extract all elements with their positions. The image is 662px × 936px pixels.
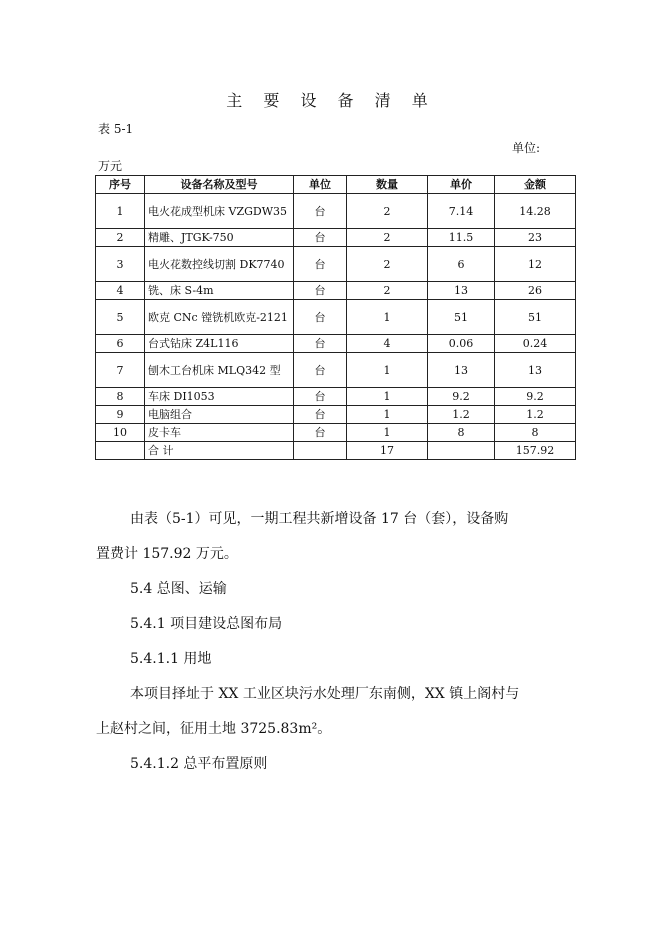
page-title: 主 要 设 备 清 单 [226, 91, 436, 110]
cell-unit: 台 [294, 335, 347, 353]
cell-price: 6 [428, 247, 495, 282]
cell-unit: 台 [294, 194, 347, 229]
cell-no: 4 [96, 282, 145, 300]
unit-value: 万元 [98, 159, 123, 173]
cell-no: 1 [96, 194, 145, 229]
header-no: 序号 [96, 176, 145, 194]
cell-unit: 台 [294, 424, 347, 442]
table-row [96, 388, 576, 406]
cell-amount: 12 [495, 247, 576, 282]
cell-qty: 1 [347, 300, 428, 335]
cell-total-amount: 157.92 [495, 442, 576, 460]
table-row [96, 247, 576, 282]
cell-qty: 1 [347, 406, 428, 424]
cell-qty: 1 [347, 388, 428, 406]
cell-total-label: 合 计 [145, 442, 294, 460]
cell-qty: 2 [347, 282, 428, 300]
header-price: 单价 [428, 176, 495, 194]
cell-qty: 1 [347, 353, 428, 388]
site-line-1: 本项目择址于 XX 工业区块污水处理厂东南侧，XX 镇上阁村与 [130, 686, 520, 702]
cell-name: 车床 DI1053 [145, 388, 294, 406]
cell-amount: 1.2 [495, 406, 576, 424]
heading-5-4-1: 5.4.1 项目建设总图布局 [130, 616, 283, 632]
cell-name: 精雕、JTGK-750 [145, 229, 294, 247]
cell-price: 11.5 [428, 229, 495, 247]
unit-label: 单位: [512, 141, 541, 155]
cell-amount: 13 [495, 353, 576, 388]
table-row [96, 300, 576, 335]
cell-no: 3 [96, 247, 145, 282]
summary-line-1: 由表（5-1）可见，一期工程共新增设备 17 台（套），设备购 [130, 511, 509, 527]
table-header-row [96, 176, 576, 194]
cell-qty: 4 [347, 335, 428, 353]
cell-price: 1.2 [428, 406, 495, 424]
cell-unit: 台 [294, 247, 347, 282]
equipment-table [95, 175, 576, 460]
cell-amount: 26 [495, 282, 576, 300]
cell-no: 2 [96, 229, 145, 247]
cell-qty: 2 [347, 247, 428, 282]
cell-name: 欧克 CNc 镗铣机欧克-2121 [145, 300, 294, 335]
cell-unit: 台 [294, 353, 347, 388]
cell-name: 电火花成型机床 VZGDW35 [145, 194, 294, 229]
cell-price: 9.2 [428, 388, 495, 406]
cell-no: 8 [96, 388, 145, 406]
cell-name: 刨木工台机床 MLQ342 型 [145, 353, 294, 388]
cell-no: 6 [96, 335, 145, 353]
cell-name: 电脑组合 [145, 406, 294, 424]
header-amount: 金额 [495, 176, 576, 194]
cell-amount: 8 [495, 424, 576, 442]
header-unit: 单位 [294, 176, 347, 194]
heading-5-4: 5.4 总图、运输 [130, 581, 227, 597]
cell-price: 13 [428, 353, 495, 388]
cell-amount: 23 [495, 229, 576, 247]
cell-amount: 9.2 [495, 388, 576, 406]
cell-total-price [428, 442, 495, 460]
cell-price: 13 [428, 282, 495, 300]
table-row [96, 229, 576, 247]
cell-amount: 14.28 [495, 194, 576, 229]
table-row [96, 335, 576, 353]
table-row [96, 424, 576, 442]
heading-5-4-1-1: 5.4.1.1 用地 [130, 651, 212, 667]
cell-qty: 2 [347, 229, 428, 247]
heading-5-4-1-2: 5.4.1.2 总平布置原则 [130, 756, 268, 772]
cell-amount: 51 [495, 300, 576, 335]
table-total-row [96, 442, 576, 460]
summary-line-2: 置费计 157.92 万元。 [96, 546, 238, 562]
cell-name: 电火花数控线切割 DK7740 [145, 247, 294, 282]
cell-price: 51 [428, 300, 495, 335]
cell-no: 7 [96, 353, 145, 388]
cell-no: 10 [96, 424, 145, 442]
header-name: 设备名称及型号 [145, 176, 294, 194]
cell-total-no [96, 442, 145, 460]
cell-total-qty: 17 [347, 442, 428, 460]
table-number: 表 5-1 [98, 122, 134, 136]
cell-qty: 1 [347, 424, 428, 442]
site-line-2: 上赵村之间，征用土地 3725.83m²。 [96, 721, 332, 737]
cell-name: 台式钻床 Z4L116 [145, 335, 294, 353]
cell-no: 5 [96, 300, 145, 335]
cell-name: 皮卡车 [145, 424, 294, 442]
table-row [96, 282, 576, 300]
cell-total-unit [294, 442, 347, 460]
table-row [96, 406, 576, 424]
cell-price: 8 [428, 424, 495, 442]
cell-price: 0.06 [428, 335, 495, 353]
cell-qty: 2 [347, 194, 428, 229]
table-row [96, 194, 576, 229]
cell-amount: 0.24 [495, 335, 576, 353]
cell-no: 9 [96, 406, 145, 424]
cell-unit: 台 [294, 229, 347, 247]
cell-unit: 台 [294, 388, 347, 406]
cell-price: 7.14 [428, 194, 495, 229]
cell-unit: 台 [294, 282, 347, 300]
table-row [96, 353, 576, 388]
cell-name: 铣、床 S-4m [145, 282, 294, 300]
cell-unit: 台 [294, 300, 347, 335]
cell-unit: 台 [294, 406, 347, 424]
header-qty: 数量 [347, 176, 428, 194]
